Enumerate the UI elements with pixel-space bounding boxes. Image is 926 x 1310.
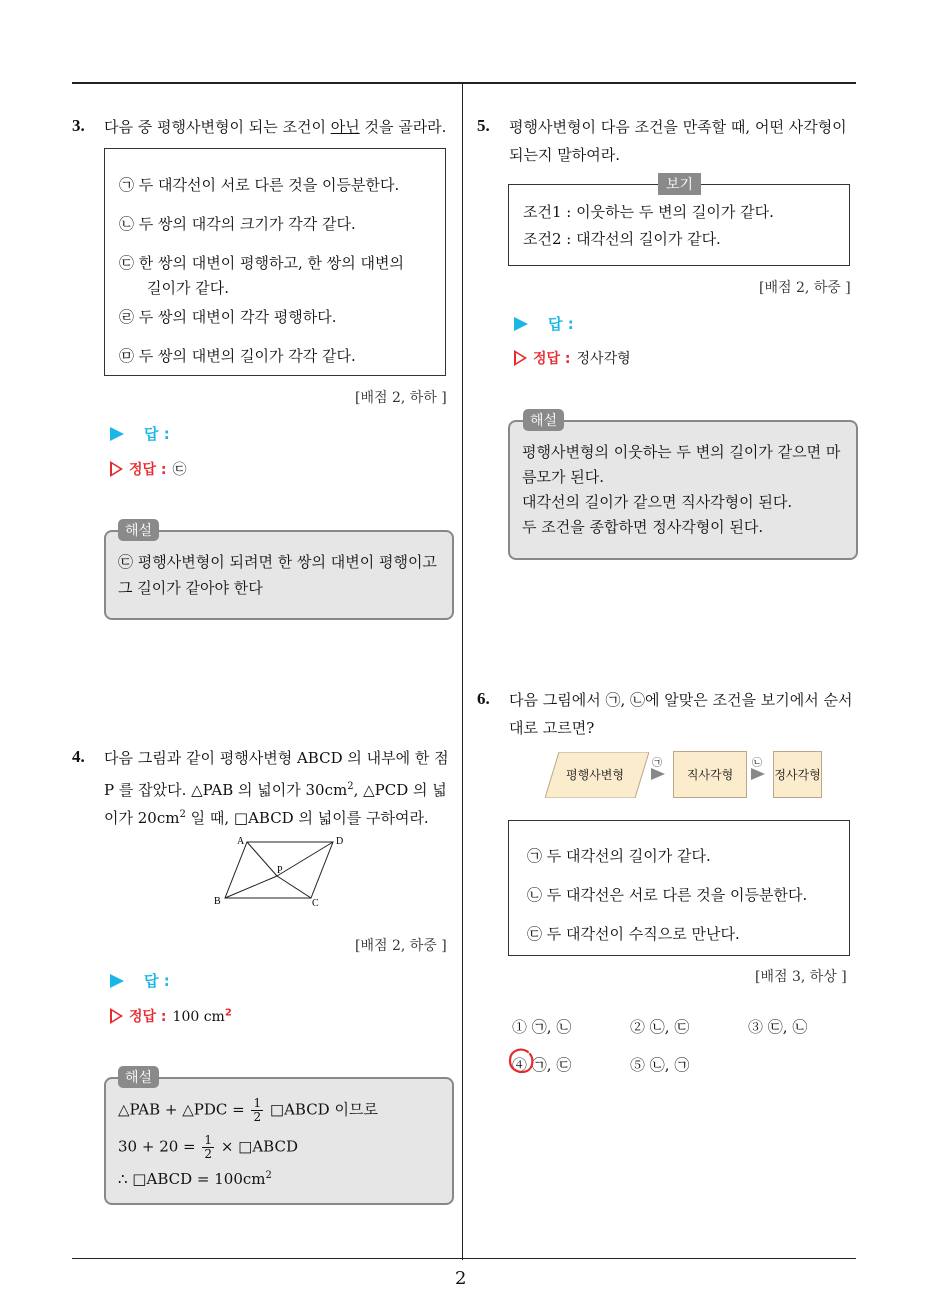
label-a: A: [237, 836, 245, 847]
q6-choice-1[interactable]: [512, 1016, 571, 1037]
bottom-rule: [72, 1258, 856, 1259]
q4-number: 4.: [72, 747, 85, 766]
flow-marker-2: ㉡: [752, 758, 762, 769]
q5-conditions-box: [508, 184, 850, 266]
q5-correct-row: [514, 348, 631, 368]
flow-marker-1: ㉠: [652, 758, 662, 769]
q6-option-1: ㉠ 두 대각선의 길이가 같다.: [527, 847, 711, 865]
q4-expl-2a: 30 + 20 =: [118, 1137, 196, 1156]
answer-arrow-icon: [110, 974, 124, 988]
column-divider: [462, 84, 463, 1260]
q6-choice-2[interactable]: [630, 1016, 689, 1037]
q3-text-underlined: 아닌: [330, 118, 360, 136]
q3-explanation-line-2: 그 길이가 같아야 한다: [118, 579, 263, 597]
choice-text: ㉡, ㉠: [649, 1056, 690, 1074]
q4-correct-row: [110, 1006, 232, 1026]
choice-mark: ④: [512, 1056, 528, 1074]
q3-question: [104, 113, 446, 142]
q4-line-3b: 일 때, □ABCD 의 넓이를 구하여라.: [185, 809, 429, 827]
q4-line-3a: 이가 20cm: [104, 809, 180, 827]
q5-explanation-line-2: 름모가 된다.: [522, 468, 604, 486]
q3-options-box: [104, 148, 446, 376]
q6-options-box: [508, 820, 850, 956]
q4-score: [배점 2, 하중 ]: [355, 938, 447, 954]
q3-correct-label: 정답 :: [129, 462, 167, 478]
q5-line-1: 평행사변형이 다음 조건을 만족할 때, 어떤 사각형이: [509, 118, 847, 136]
frac-num: 1: [204, 1133, 213, 1147]
q4-expl-1a: △PAB + △PDC =: [118, 1100, 245, 1119]
q3-answer-row[interactable]: [110, 423, 170, 444]
frac-num: 1: [253, 1096, 262, 1110]
frac-den: 2: [253, 1110, 262, 1124]
segment-pc: [277, 876, 311, 898]
fraction-half: [202, 1134, 214, 1161]
label-b: B: [214, 896, 221, 907]
q4-line-1: 다음 그림과 같이 평행사변형 ABCD 의 내부에 한 점: [104, 749, 449, 767]
page-number: 2: [455, 1268, 467, 1289]
q5-explanation-box: [508, 420, 858, 560]
fraction-half: [251, 1097, 263, 1124]
q3-text-after: 것을 골라라.: [359, 118, 447, 136]
q6-line-2: 대로 고르면?: [509, 719, 595, 737]
correct-arrow-icon: [514, 350, 527, 366]
q4-expl-sup: 2: [265, 1170, 272, 1181]
q5-line-2: 되는지 말하여라.: [509, 146, 620, 164]
q4-explanation-tab: 해설: [118, 1066, 159, 1088]
q3-number: 3.: [72, 116, 85, 135]
q5-answer-label: 답 :: [548, 315, 574, 333]
q4-answer-label: 답 :: [144, 972, 170, 990]
q6-score: [배점 3, 하상 ]: [755, 969, 847, 985]
q4-correct-sup: 2: [224, 1007, 232, 1019]
q4-expl-line-2: [118, 1134, 298, 1161]
q4-expl-2b: × □ABCD: [220, 1137, 298, 1156]
q6-option-3: ㉢ 두 대각선이 수직으로 만난다.: [527, 925, 740, 943]
q4-correct-value: 100 cm: [172, 1009, 225, 1025]
q3-correct-value: ㉢: [172, 462, 187, 478]
q4-line-2a: P 를 잡았다. △PAB 의 넓이가 30cm: [104, 781, 348, 799]
arrow-right-icon: [651, 768, 665, 780]
q5-condition-2: 조건2 : 대각선의 길이가 같다.: [523, 230, 721, 248]
q4-expl-3: ∴ □ABCD = 100cm: [118, 1170, 266, 1188]
label-d: D: [336, 836, 344, 847]
flow-box-1-label: 평행사변형: [566, 768, 624, 782]
choice-mark: ⑤: [630, 1056, 646, 1074]
q5-correct-label: 정답 :: [533, 351, 571, 367]
q4-sup: 2: [347, 781, 354, 792]
q4-sup: 2: [179, 809, 186, 820]
answer-arrow-icon: [514, 317, 528, 331]
flow-box-3-label: 정사각형: [774, 768, 821, 782]
q5-explanation-line-1: 평행사변형의 이웃하는 두 변의 길이가 같으면 마: [522, 443, 841, 461]
q6-choice-3[interactable]: [748, 1016, 807, 1037]
choice-text: ㉡, ㉢: [649, 1018, 690, 1036]
segment-pa: [247, 842, 277, 876]
q4-expl-1b: □ABCD 이므로: [269, 1100, 378, 1119]
choice-text: ㉠, ㉢: [531, 1056, 572, 1074]
q4-explanation-box: [104, 1077, 454, 1205]
q5-explanation-tab: 해설: [523, 409, 564, 431]
q5-correct-value: 정사각형: [576, 351, 631, 367]
q3-answer-label: 답 :: [144, 425, 170, 443]
q6-line-1: 다음 그림에서 ㉠, ㉡에 알맞은 조건을 보기에서 순서: [509, 691, 853, 709]
answer-arrow-icon: [110, 427, 124, 441]
q6-option-2: ㉡ 두 대각선은 서로 다른 것을 이등분한다.: [527, 886, 808, 904]
correct-arrow-icon: [110, 1008, 123, 1024]
q3-option-3-cont: 길이가 같다.: [147, 279, 229, 297]
correct-arrow-icon: [110, 461, 123, 477]
q5-explanation-line-4: 두 조건을 종합하면 정사각형이 된다.: [522, 518, 764, 536]
q3-option-4: ㉣ 두 쌍의 대변이 각각 평행하다.: [119, 308, 337, 326]
q4-correct-label: 정답 :: [129, 1009, 167, 1025]
q4-parallelogram-figure: [205, 828, 355, 914]
q3-text-before: 다음 중 평행사변형이 되는 조건이: [104, 118, 331, 136]
q4-line-2b: , △PCD 의 넓: [353, 781, 447, 799]
label-p: P: [277, 865, 283, 876]
choice-mark: ②: [630, 1018, 646, 1036]
q3-explanation-box: [104, 530, 454, 620]
q5-score: [배점 2, 하중 ]: [759, 280, 851, 296]
q3-option-1: ㉠ 두 대각선이 서로 다른 것을 이등분한다.: [119, 176, 400, 194]
flow-box-3: [773, 751, 822, 798]
top-rule: [72, 82, 856, 84]
choice-text: ㉢, ㉡: [767, 1018, 808, 1036]
choice-mark: ①: [512, 1018, 528, 1036]
choice-mark: ③: [748, 1018, 764, 1036]
q5-bogi-tab: 보기: [658, 173, 701, 195]
q3-correct-row: [110, 459, 187, 479]
q3-option-2: ㉡ 두 쌍의 대각의 크기가 각각 같다.: [119, 215, 356, 233]
q5-condition-1: 조건1 : 이웃하는 두 변의 길이가 같다.: [523, 203, 774, 221]
q3-explanation-tab: 해설: [118, 519, 159, 541]
flow-box-2: [673, 751, 747, 798]
q5-number: 5.: [477, 116, 490, 135]
q3-score: [배점 2, 하하 ]: [355, 390, 447, 406]
flow-box-2-label: 직사각형: [686, 768, 734, 782]
frac-den: 2: [204, 1147, 213, 1161]
segment-pd: [277, 842, 333, 876]
q6-number: 6.: [477, 689, 490, 708]
q5-answer-row[interactable]: [514, 313, 574, 334]
q4-answer-row[interactable]: [110, 970, 170, 991]
q4-expl-line-1: [118, 1097, 378, 1124]
q6-choice-5[interactable]: [630, 1054, 689, 1075]
q3-explanation-line-1: ㉢ 평행사변형이 되려면 한 쌍의 대변이 평행이고: [118, 553, 437, 571]
q5-explanation-line-3: 대각선의 길이가 같으면 직사각형이 된다.: [522, 493, 793, 511]
q3-option-5: ㉤ 두 쌍의 대변의 길이가 각각 같다.: [119, 347, 356, 365]
arrow-right-icon: [751, 768, 765, 780]
choice-text: ㉠, ㉡: [531, 1018, 572, 1036]
correct-answer-circle-icon: [506, 1046, 536, 1076]
label-c: C: [312, 898, 319, 909]
q4-expl-line-3: [118, 1164, 272, 1191]
q3-option-3: ㉢ 한 쌍의 대변이 평행하고, 한 쌍의 대변의: [119, 254, 404, 272]
